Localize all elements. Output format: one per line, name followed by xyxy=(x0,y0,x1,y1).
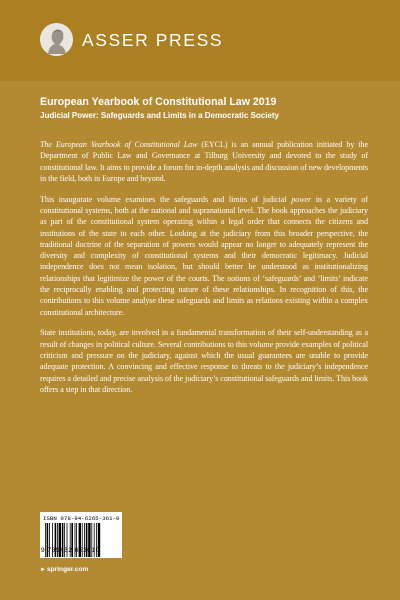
blurb xyxy=(40,139,368,395)
blurb-paragraph-2-text: in a variety of constitutional systems, both at the national and supranational level. The book approaches the judiciary as part of the constitutional system operating within a legal order that connects the citizens and institutions of the state to each other. Looking at the judiciary from this broader perspective, the traditional doctrine of the separation of powers would appear no longer to adequately represent the diversity and complexity of constitutional systems and their democratic legitimacy. Judicial independence does not mean isolation, but should better be understood as institutionalizing relationships that legitimize the power of the courts. The notions of ‘safeguards’ and ‘limits’ indicate the reciprocally enabling and protecting nature of these relationships. In recognition of this, the contributions to this volume analyse these safeguards and limits as relations existing within a complex constitutional architecture. xyxy=(40,194,368,317)
blurb-paragraph-1-text: (EYCL) is an annual publication initiated by the Department of Public Law and Governance at Tilburg University and devoted to the study of constitutional law. It aims to provide a forum for in-depth analysis and discussion of new developments in the field, both in Europe and beyond. xyxy=(40,140,368,183)
arrow-right-icon: ► xyxy=(40,567,46,573)
portrait-emblem-icon xyxy=(40,23,73,56)
blurb-paragraph-2 xyxy=(40,194,368,318)
springer-url: springer.com xyxy=(46,566,89,573)
publisher-logo xyxy=(40,23,73,56)
springer-link[interactable] xyxy=(40,566,88,573)
emphasis-power: power xyxy=(291,194,312,204)
blurb-paragraph-3: State institutions, today, are involved in a fundamental transformation of their self-understanding as a result of changes in political culture. Several contributions to this volume provide examples of political criticism and pressure on the judiciary, against which the usual guarantees are unable to provide adequate protection. A convincing and effective response to threats to the judiciary’s independence requires a detailed and precise analysis of the judiciary’s constitutional safeguards and limits. This book offers a step in that direction. xyxy=(40,328,368,394)
isbn-label: ISBN 978-94-6265-361-0 xyxy=(43,515,120,522)
blurb-paragraph-2-start: This inaugurate volume examines the safeguards and limits of judicial xyxy=(40,194,292,204)
barcode-digits: 9 789462 653610 xyxy=(41,547,100,554)
book-subtitle: Judicial Power: Safeguards and Limits in a Democratic Society xyxy=(40,111,279,120)
book-title: European Yearbook of Constitutional Law 2019 xyxy=(40,96,277,108)
yearbook-name: The European Yearbook of Constitutional Law xyxy=(40,140,198,149)
publisher-name: ASSER PRESS xyxy=(82,30,224,50)
blurb-paragraph-1 xyxy=(40,139,368,184)
